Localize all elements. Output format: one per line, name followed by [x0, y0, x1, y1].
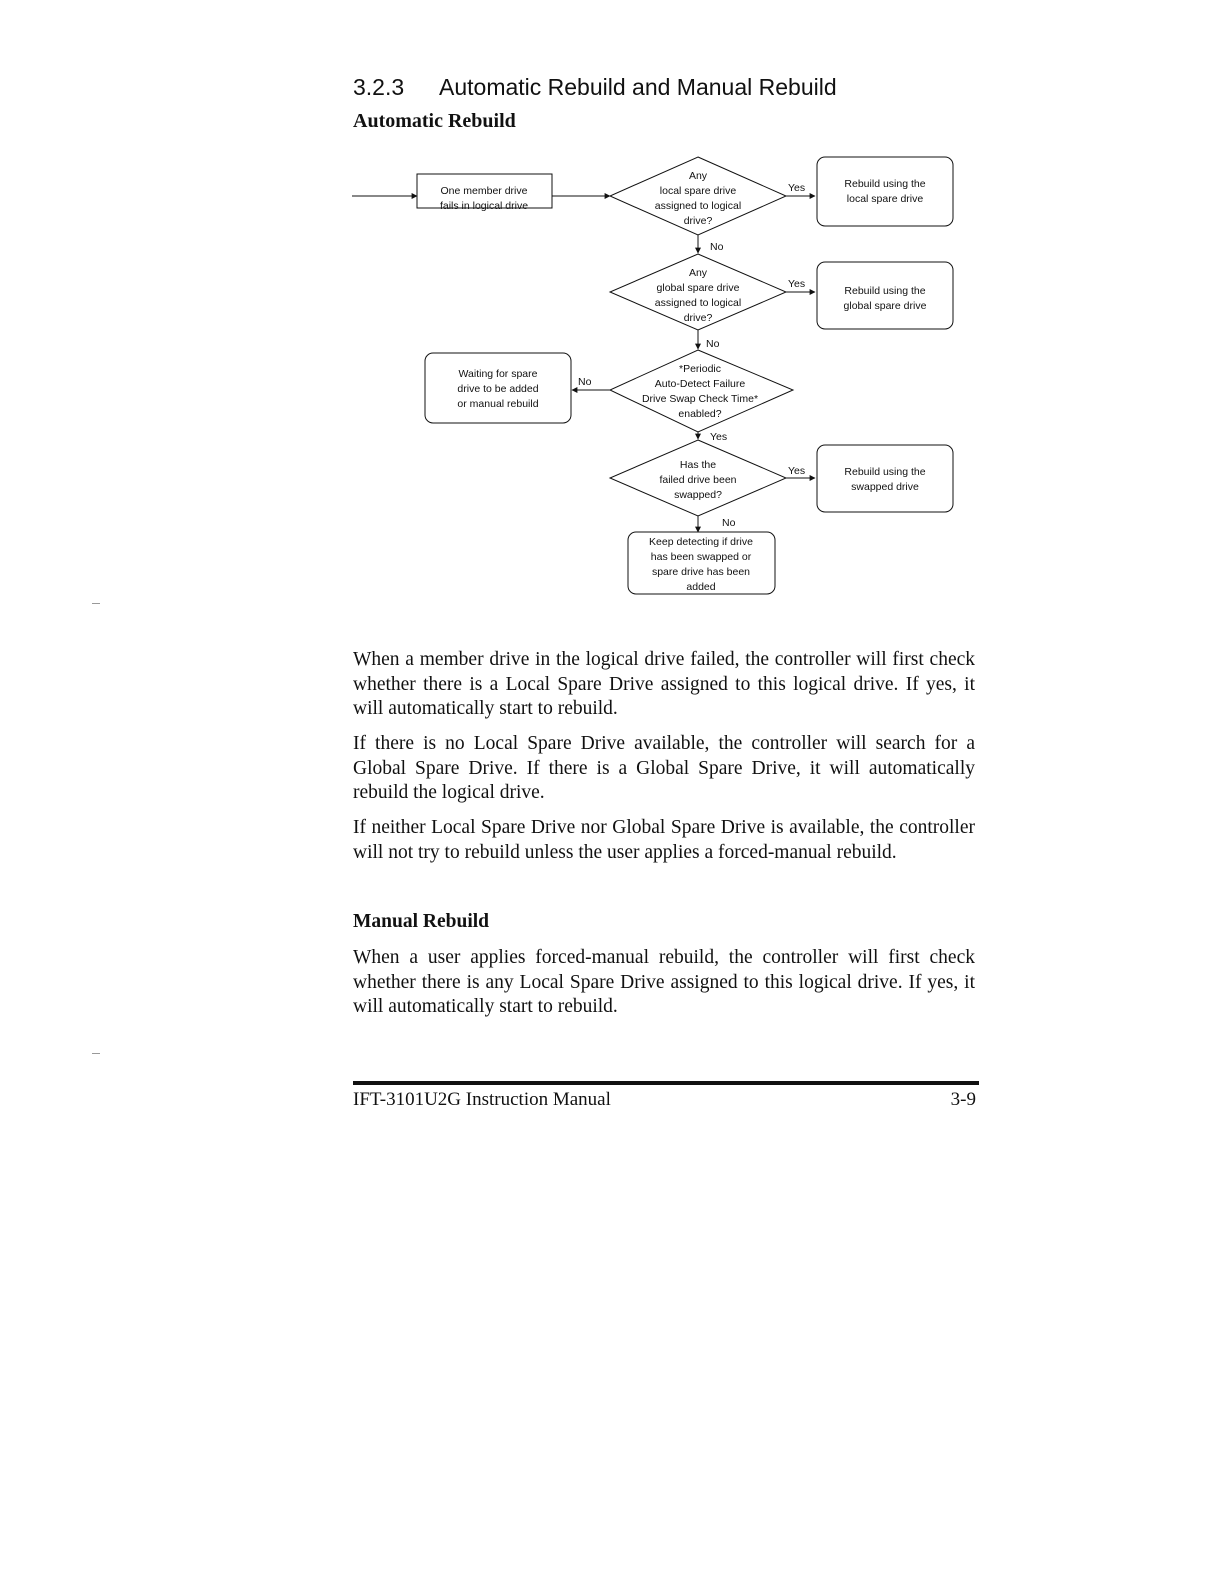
- footer-rule: [353, 1081, 979, 1085]
- decision-local-line-1: Any: [688, 170, 708, 182]
- decision-periodic-line-2: Auto-Detect Failure: [654, 378, 746, 390]
- decision-periodic-line-4: enabled?: [678, 408, 722, 420]
- start-line-2: fails in logical drive: [439, 200, 529, 212]
- auto-paragraph-3: If neither Local Spare Drive nor Global Spare Drive is available, the controller will not try to rebuild unless the user applies a forced-manual rebuild.: [353, 817, 975, 863]
- keep-detecting-line-3: spare drive has been: [651, 566, 751, 578]
- decision-global-line-2: global spare drive: [656, 282, 740, 294]
- decision-local-line-4: drive?: [683, 215, 713, 227]
- scan-speck: [92, 603, 100, 604]
- keep-detecting-line-1: Keep detecting if drive: [649, 536, 753, 548]
- no-label-periodic: No: [578, 376, 592, 388]
- result-global-line-1: Rebuild using the: [844, 285, 926, 297]
- waiting-line-3: or manual rebuild: [457, 398, 539, 410]
- result-global-line-2: global spare drive: [843, 300, 927, 312]
- yes-label-swapped: Yes: [788, 465, 806, 477]
- decision-local-line-3: assigned to logical: [654, 200, 742, 212]
- decision-local-line-2: local spare drive: [659, 185, 737, 197]
- start-line-1: One member drive: [440, 185, 528, 197]
- decision-swapped-line-3: swapped?: [674, 489, 722, 501]
- result-local-box: [817, 157, 953, 226]
- result-swapped-line-1: Rebuild using the: [844, 466, 926, 478]
- decision-swapped-line-2: failed drive been: [659, 474, 737, 486]
- scan-speck: [92, 1053, 100, 1054]
- result-swapped-box: [817, 445, 953, 512]
- yes-label-local: Yes: [788, 182, 806, 194]
- section-number: 3.2.3: [353, 74, 405, 100]
- manual-rebuild-heading: Manual Rebuild: [353, 911, 489, 932]
- auto-paragraph-1: When a member drive in the logical drive failed, the controller will first check whether there is a Local Spare Drive assigned to this logical drive. If yes, it will automatically start to rebuild.: [353, 649, 975, 719]
- decision-periodic-line-3: Drive Swap Check Time*: [641, 393, 759, 405]
- decision-swapped-line-1: Has the: [679, 459, 717, 471]
- result-local-line-2: local spare drive: [846, 193, 924, 205]
- decision-periodic-line-1: *Periodic: [678, 363, 722, 375]
- rebuild-flowchart: [340, 150, 980, 610]
- no-label-global: No: [706, 338, 720, 350]
- decision-global-line-4: drive?: [683, 312, 713, 324]
- yes-label-global: Yes: [788, 278, 806, 290]
- result-swapped-line-2: swapped drive: [851, 481, 919, 493]
- section-title: [353, 74, 837, 101]
- no-label-swapped: No: [722, 517, 736, 529]
- waiting-line-2: drive to be added: [457, 383, 539, 395]
- auto-rebuild-heading: Automatic Rebuild: [353, 110, 516, 132]
- decision-global-line-3: assigned to logical: [654, 297, 742, 309]
- result-local-line-1: Rebuild using the: [844, 178, 926, 190]
- yes-label-periodic: Yes: [710, 431, 728, 443]
- no-label-local: No: [710, 241, 724, 253]
- footer-page-number: 3-9: [950, 1089, 976, 1110]
- decision-global-line-1: Any: [688, 267, 708, 279]
- section-title-text: Automatic Rebuild and Manual Rebuild: [439, 74, 837, 100]
- keep-detecting-line-4: added: [686, 581, 716, 593]
- keep-detecting-line-2: has been swapped or: [650, 551, 752, 563]
- auto-paragraph-2: If there is no Local Spare Drive available, the controller will search for a Global Spare Drive. If there is a Global Spare Drive, it will automatically rebuild the logical drive.: [353, 733, 975, 803]
- manual-paragraph-1: When a user applies forced-manual rebuild, the controller will first check whether there is any Local Spare Drive assigned to this logical drive. If yes, it will automatically start to rebuild.: [353, 947, 975, 1017]
- footer-manual-name: IFT-3101U2G Instruction Manual: [353, 1089, 611, 1110]
- waiting-line-1: Waiting for spare: [458, 368, 538, 380]
